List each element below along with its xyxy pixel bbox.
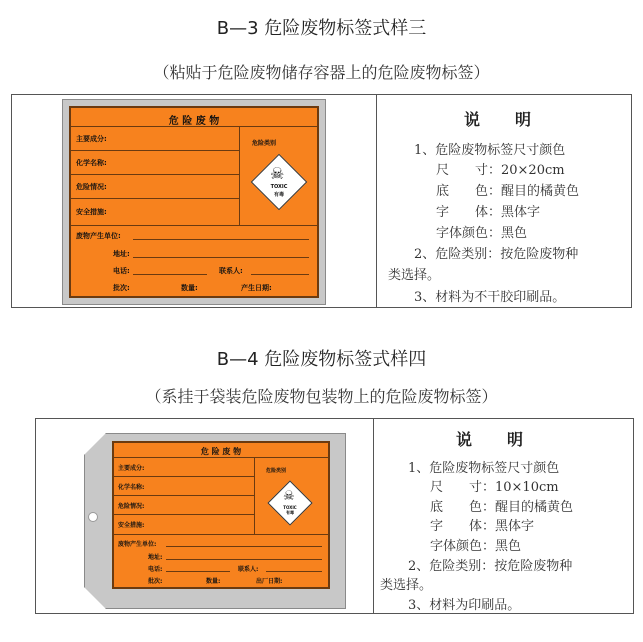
explanation-line: 底 色：醒目的橘黄色 — [430, 500, 574, 515]
section4-title: B—4 危险废物标签式样四 — [216, 349, 427, 370]
explanation-line: 底 色：醒目的橘黄色 — [436, 184, 580, 199]
field-address: 地址: — [148, 554, 163, 561]
section3-title: B—3 危险废物标签式样三 — [216, 18, 427, 39]
explanation-line: 2、危险类别：按危险废物种 — [414, 247, 579, 262]
field-producer: 废物产生单位: — [118, 541, 157, 548]
hazard-category-label: 危险类别 — [252, 140, 277, 147]
middle-rule — [114, 534, 328, 535]
title-rule — [71, 126, 317, 127]
field-contact: 联系人: — [219, 267, 243, 275]
hazard-box-divider — [254, 458, 255, 534]
field-main-component: 主要成分: — [76, 135, 107, 143]
field-batch: 批次: — [113, 284, 130, 292]
field-chemical-name: 化学名称: — [118, 484, 145, 491]
section4-divider — [373, 419, 374, 613]
explanation-title: 说 明 — [456, 430, 525, 449]
toxic-text: TOXIC — [270, 184, 288, 190]
explanation-line: 字体颜色：黑色 — [430, 539, 522, 554]
section3-subtitle: （粘贴于危险废物储存容器上的危险废物标签） — [153, 63, 490, 82]
producer-line — [166, 546, 322, 547]
explanation-title: 说 明 — [464, 110, 533, 129]
explanation-line: 尺 寸：10×10cm — [430, 480, 559, 495]
explanation-line: 类选择。 — [388, 268, 441, 283]
address-line — [133, 257, 309, 258]
toxic-cn: 有毒 — [273, 192, 284, 198]
field-date: 出厂日期: — [256, 578, 283, 585]
field-phone: 电话: — [113, 267, 130, 275]
field-phone: 电话: — [148, 566, 163, 573]
hazard-category-label: 危险类别 — [266, 468, 287, 474]
field-batch: 批次: — [148, 578, 163, 585]
rule-2 — [71, 174, 239, 175]
field-chemical-name: 化学名称: — [76, 159, 107, 167]
phone-line — [133, 274, 207, 275]
field-date: 产生日期: — [241, 284, 272, 292]
rule-3 — [71, 198, 239, 199]
explanation-line: 字 体：黑体字 — [430, 519, 535, 534]
field-hazard-situation: 危险情况: — [76, 183, 107, 191]
label-title: 危 险 废 物 — [168, 116, 220, 127]
explanation-line: 3、材料为不干胶印刷品。 — [414, 290, 566, 305]
section3-table — [11, 94, 632, 308]
explanation-line: 类选择。 — [380, 578, 433, 593]
rule-1 — [71, 150, 239, 151]
section3-label — [69, 106, 319, 298]
title-rule — [114, 457, 328, 458]
section4-subtitle: （系挂于袋装危险废物包装物上的危险废物标签） — [145, 387, 498, 406]
section4-table — [35, 418, 634, 614]
tag-hole — [88, 512, 98, 522]
rule-2 — [114, 495, 254, 496]
section3-divider — [376, 95, 377, 307]
explanation-line: 1、危险废物标签尺寸颜色 — [408, 461, 560, 476]
field-safety-measures: 安全措施: — [118, 522, 145, 529]
section3-label-plate — [62, 99, 326, 305]
rule-3 — [114, 514, 254, 515]
toxic-cn: 有毒 — [286, 510, 294, 515]
contact-line — [251, 274, 309, 275]
field-quantity: 数量: — [181, 284, 198, 292]
address-line — [166, 559, 322, 560]
field-producer: 废物产生单位: — [76, 232, 121, 240]
hazard-box-divider — [239, 127, 240, 225]
explanation-line: 1、危险废物标签尺寸颜色 — [414, 143, 566, 158]
field-address: 地址: — [113, 250, 130, 258]
contact-line — [266, 571, 322, 572]
middle-rule — [71, 225, 317, 226]
phone-line — [166, 571, 230, 572]
explanation-line: 3、材料为印刷品。 — [408, 598, 521, 613]
toxic-text: TOXIC — [283, 505, 297, 510]
field-main-component: 主要成分: — [118, 465, 145, 472]
explanation-line: 2、危险类别：按危险废物种 — [408, 559, 573, 574]
field-safety-measures: 安全措施: — [76, 208, 107, 216]
rule-1 — [114, 476, 254, 477]
explanation-line: 字体颜色：黑色 — [436, 226, 528, 241]
label-title: 危 险 废 物 — [200, 447, 242, 456]
field-quantity: 数量: — [206, 578, 221, 585]
producer-line — [133, 239, 309, 240]
explanation-line: 尺 寸：20×20cm — [436, 163, 565, 178]
skull-icon: ☠ — [270, 164, 285, 183]
field-contact: 联系人: — [238, 566, 259, 573]
skull-icon: ☠ — [283, 489, 295, 504]
section4-label — [112, 441, 330, 589]
explanation-line: 字 体：黑体字 — [436, 205, 541, 220]
field-hazard-situation: 危险情况: — [118, 503, 145, 510]
